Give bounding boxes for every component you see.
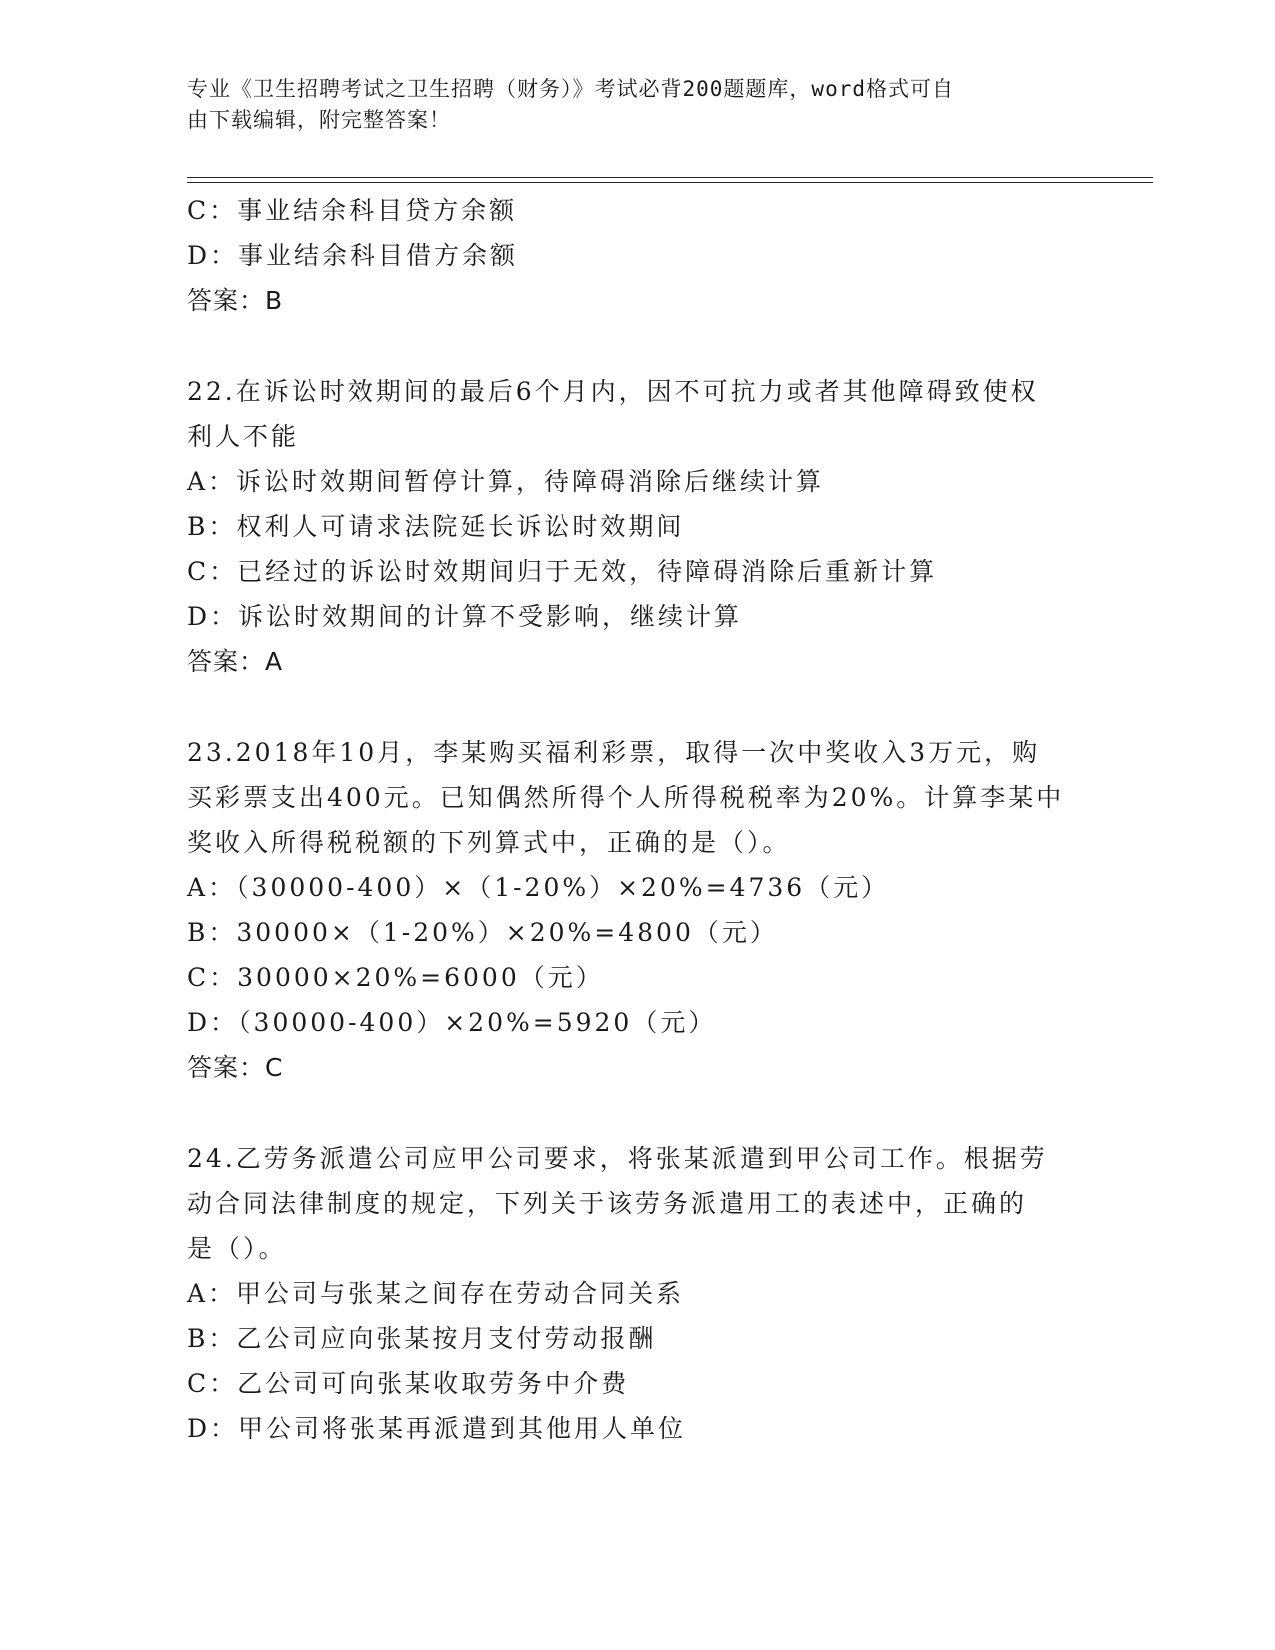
- question-stem-line: 23.2018年10月，李某购买福利彩票，取得一次中奖收入3万元，购: [187, 738, 1041, 767]
- spacer: [187, 323, 1087, 369]
- question-24: [187, 1136, 1087, 1451]
- option-d: D：诉讼时效期间的计算不受影响，继续计算: [187, 602, 743, 631]
- question-stem-line: 奖收入所得税税额的下列算式中，正确的是（）。: [187, 828, 791, 857]
- option-c: C：30000×20%=6000（元）: [187, 963, 604, 992]
- option-d: D：（30000-400）×20%=5920（元）: [187, 1008, 717, 1037]
- question-stem-line: 是（）。: [187, 1234, 287, 1263]
- question-stem-line: 买彩票支出400元。已知偶然所得个人所得税税率为20%。计算李某中: [187, 783, 1065, 812]
- option-c: C：事业结余科目贷方余额: [187, 196, 518, 225]
- header-divider-bottom: [187, 182, 1153, 183]
- question-stem-line: 动合同法律制度的规定，下列关于该劳务派遣用工的表述中，正确的: [187, 1189, 1028, 1218]
- spacer: [187, 1090, 1087, 1136]
- header-divider-top: [187, 177, 1153, 178]
- question-23: [187, 730, 1087, 1090]
- header-line-1: 专业《卫生招聘考试之卫生招聘（财务）》考试必背200题题库，word格式可自: [187, 77, 954, 101]
- spacer: [187, 684, 1087, 730]
- header-line-2: 由下载编辑，附完整答案！: [187, 108, 451, 132]
- question-21-continuation: [187, 188, 1087, 323]
- option-d: D：事业结余科目借方余额: [187, 241, 519, 270]
- option-b: B：权利人可请求法院延长诉讼时效期间: [187, 512, 685, 541]
- question-22: [187, 369, 1087, 684]
- answer-line: 答案：A: [187, 647, 284, 676]
- option-c: C：已经过的诉讼时效期间归于无效，待障碍消除后重新计算: [187, 557, 938, 586]
- option-d: D：甲公司将张某再派遣到其他用人单位: [187, 1414, 687, 1443]
- option-a: A：诉讼时效期间暂停计算，待障碍消除后继续计算: [187, 467, 825, 496]
- question-stem-line: 利人不能: [187, 422, 300, 451]
- answer-line: 答案：B: [187, 286, 284, 315]
- option-a: A：甲公司与张某之间存在劳动合同关系: [187, 1279, 685, 1308]
- answer-line: 答案：C: [187, 1053, 284, 1082]
- option-c: C：乙公司可向张某收取劳务中介费: [187, 1369, 630, 1398]
- question-stem-line: 24.乙劳务派遣公司应甲公司要求，将张某派遣到甲公司工作。根据劳: [187, 1144, 1048, 1173]
- question-list: [187, 188, 1087, 1451]
- option-a: A：（30000-400）×（1-20%）×20%=4736（元）: [187, 873, 890, 902]
- document-header: [187, 74, 1067, 136]
- option-b: B：30000×（1-20%）×20%=4800（元）: [187, 918, 778, 947]
- question-stem-line: 22.在诉讼时效期间的最后6个月内，因不可抗力或者其他障碍致使权: [187, 377, 1039, 406]
- option-b: B：乙公司应向张某按月支付劳动报酬: [187, 1324, 657, 1353]
